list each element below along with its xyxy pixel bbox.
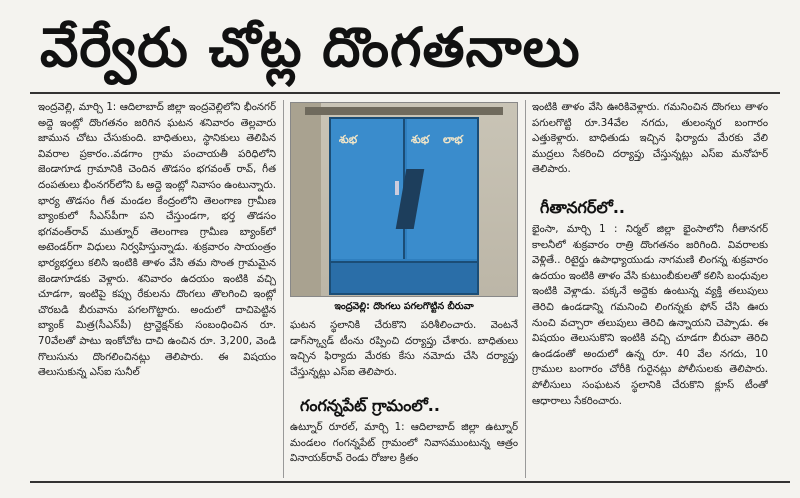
cupboard-image [329,117,479,295]
cupboard-sticker-mid: శుభ [411,133,430,146]
cupboard-handle [395,181,399,195]
article-column-1: ఇంద్రవెల్లి, మార్చి 1: ఆదిలాబాద్ జిల్లా ఇంద్రవెల్లిలోని భీంనగర్ అద్దె ఇంట్లో దొంగతనం జరిగిన ఘటన శనివారం తెల్లవారు జామున చోటు చేసుకుంది. బాధితులు, స్థానికులు తెలిపిన వివరాల ప్రకారం..వడగాం గ్రామ పంచాయతీ పరిధిలోని జెండాగూడ గ్రామానికి చెందిన తొడసం భగవంత్ రావ్, గీత దంపతులు భీంనగర్‌లోని ఓ అద్దె ఇంట్లో నివాసం ఉంటున్నారు. భార్య తొడసం గీత మండల కేంద్రంలోని తెలంగాణ గ్రామీణ బ్యాంకులో సీఎస్‌పీగా పని చేస్తుండగా, భర్త తొడసం భగవంత్‌రావ్ ముత్నూర్ తెలంగాణ గ్రామీణ బ్యాంక్‌లో అటెండర్‌గా విధులు నిర్వహిస్తున్నాడు. శుక్రవారం సాయంత్రం భార్యభర్తలు కలిసి ఇంటికి తాళం వేసి తమ సొంత గ్రామమైన జెండాగూడకు వెళ్లారు. శనివారం ఉదయం ఇంటికి వచ్చి చూడగా, ఇంటిపై కప్పు రేకులను దొంగలు తొలగించి ఇంట్లో చొరబడి బీరువాను పగలగొట్టారు. అందులో దాచిపెట్టిన బ్యాంక్ మిత్ర(సీఎస్‌పీ) ట్రాన్జెక్షన్‌కు సంబంధించిన రూ. 70వేలతో పాటు ఇంకోచోట దాచి ఉంచిన రూ. 3,200, వెండి గొలుసును దొంగలించినట్లు తెలిపారు. ఈ విషయం తెలుసుకున్న ఎస్‌ఐ సునీల్ [38,102,276,379]
photo-cupboard [290,102,518,297]
page-bottom-rule [30,481,790,483]
column-divider [283,100,284,478]
cupboard-left-door [331,119,405,259]
photo-wall [291,103,321,297]
photo-caption: ఇంద్రవెల్లి: దొంగలు పగలగొట్టిన బీరువా [334,301,474,312]
article-column-3: ఇంటికి తాళం వేసి ఊరికివెళ్లారు. గమనించిన దొంగలు తాళం పగులగొట్టి రూ.34వేల నగదు, తులంన్నర బంగారం ఎత్తుకెళ్లారు. బాధితుడు ఇచ్చిన ఫిర్యాదు మేరకు వేలి ముద్రలు సేకరించి దర్యాప్తు చేస్తున్నట్లు ఎస్‌ఐ మనోహర్ తెలిపారు. [532,102,768,176]
article-column-3-continued: భైంసా, మార్చి 1 : నిర్మల్ జిల్లా భైంసాలోని గీతానగర్ కాలనీలో శుక్రవారం రాత్రి దొంగతనం జరిగింది. వివరాలకు వెళ్లితే.. రిటైర్డు ఉపాధ్యాయుడు నాగమణి లింగన్న శుక్రవారం ఉదయం ఇంటికి తాళం వేసి కుటుంబీకులతో కలిసి బంధువుల ఇంటికి వెళ్లాడు. పక్కనే అద్దెకు ఉంటున్న వ్యక్తి తలుపులు తెరిచి ఉండడాన్ని గమనించి లింగన్నకు ఫోన్ చేసి ఊరు నుంచి వచ్చారా తలుపులు తెరిచి ఉన్నాయని చెప్పాడు. ఈ విషయం తెలుసుకొని ఇంటికి వచ్చి చూడగా బీరువా తెరిచి ఉండడంతో అందులో ఉన్న రూ. 40 వేల నగదు, 10 గ్రాముల బంగారం చోరీకి గురైనట్లు పోలీసులకు తెలిపారు. పోలీసులు సంఘటన స్థలానికి చేరుకొని క్లూస్ టీంతో ఆధారాలు సేకరించారు. [532,224,768,407]
cupboard-sticker-left: శుభ [339,133,358,146]
photo-ledge [305,107,503,115]
article-column-2: ఘటన స్థలానికి చేరుకొని పరిశీలించారు. వెంటనే డాగ్‌స్క్వాడ్ టీంను రప్పించి దర్యాప్తు చేశారు. బాధితులు ఇచ్చిన ఫిర్యాదు మేరకు కేసు నమోదు చేసి దర్యాప్తు చేస్తున్నట్లు ఎస్‌ఐ తెలిపారు. [290,320,518,378]
cupboard-lower-shelf [331,261,477,293]
headline-rule [30,92,780,94]
subhead-geetanagar: గీతానగర్‌లో.. [540,198,625,217]
subhead-gangannapet: గంగన్నపేట్ గ్రామంలో.. [300,396,440,415]
article-column-2-continued: ఉట్నూర్ రూరల్, మార్చి 1: ఆదిలాబాద్ జిల్లా ఉట్నూర్ మండలం గంగన్నపేట్ గ్రామంలో నివాసముంటున్న ఆత్రం వినాయక్‌రావ్ రెండు రోజుల క్రితం [290,422,518,465]
cupboard-sticker-right: లాభ [443,133,463,146]
headline: వేర్వేరు చోట్ల దొంగతనాలు [40,16,581,79]
column-divider [525,100,526,478]
